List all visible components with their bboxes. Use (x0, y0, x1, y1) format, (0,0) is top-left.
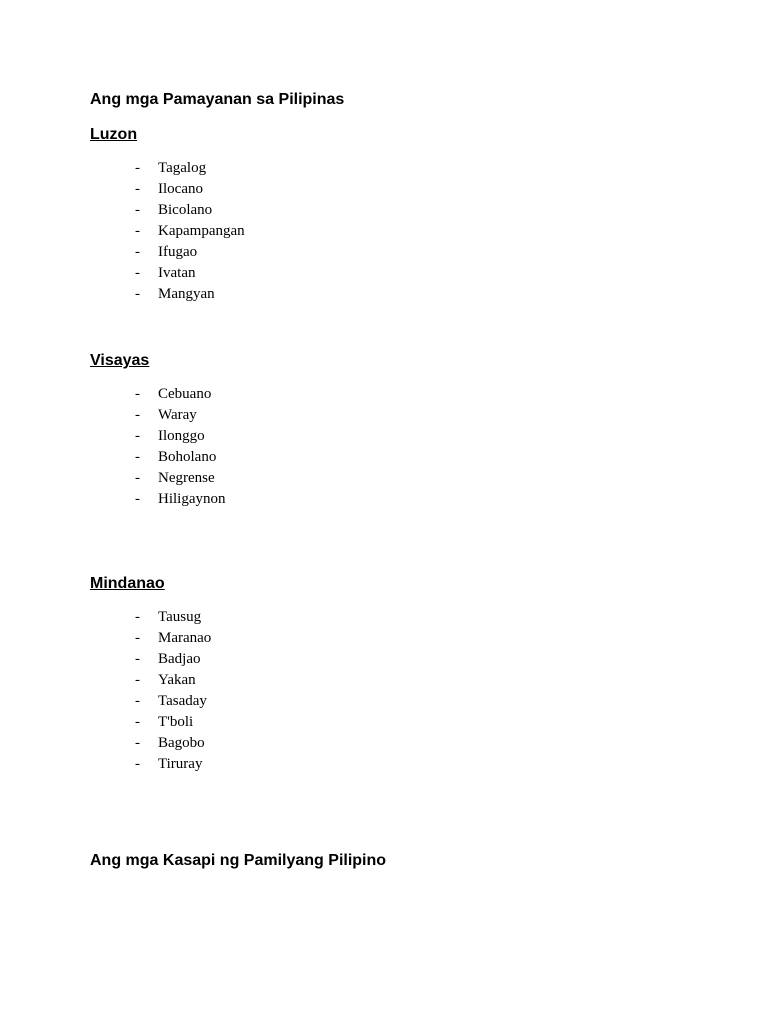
list-item-text: Tasaday (158, 693, 207, 709)
bullet-dash: - (135, 244, 140, 260)
bullet-dash: - (135, 386, 140, 402)
list-item-text: Ilocano (158, 181, 203, 197)
list-item-text: T'boli (158, 714, 194, 730)
document-title: Ang mga Pamayanan sa Pilipinas (90, 91, 345, 108)
list-item-text: Mangyan (158, 286, 215, 302)
list-item-text: Ilonggo (158, 428, 205, 444)
list-item-text: Maranao (158, 630, 212, 646)
list-item-text: Ifugao (158, 244, 198, 260)
list-item-text: Negrense (158, 470, 215, 486)
list-item-text: Kapampangan (158, 223, 245, 239)
list-item-text: Yakan (158, 672, 196, 688)
bullet-dash: - (135, 491, 140, 507)
section-heading-luzon: Luzon (90, 126, 138, 143)
list-item-text: Boholano (158, 449, 217, 465)
bullet-dash: - (135, 651, 140, 667)
list-item-text: Ivatan (158, 265, 196, 281)
bullet-dash: - (135, 449, 140, 465)
list-item-text: Cebuano (158, 386, 212, 402)
bullet-dash: - (135, 672, 140, 688)
list-item-text: Tagalog (158, 160, 207, 176)
bullet-dash: - (135, 714, 140, 730)
list-item-text: Bagobo (158, 735, 205, 751)
bullet-dash: - (135, 735, 140, 751)
bullet-dash: - (135, 756, 140, 772)
list-item-text: Bicolano (158, 202, 213, 218)
bullet-dash: - (135, 223, 140, 239)
list-item-text: Waray (158, 407, 197, 423)
next-section-title: Ang mga Kasapi ng Pamilyang Pilipino (90, 852, 387, 869)
bullet-dash: - (135, 286, 140, 302)
list-item-text: Badjao (158, 651, 201, 667)
list-item-text: Tausug (158, 609, 202, 625)
bullet-dash: - (135, 407, 140, 423)
list-item-text: Hiligaynon (158, 491, 226, 507)
bullet-dash: - (135, 630, 140, 646)
list-item-text: Tiruray (158, 756, 203, 772)
bullet-dash: - (135, 160, 140, 176)
bullet-dash: - (135, 202, 140, 218)
bullet-dash: - (135, 181, 140, 197)
bullet-dash: - (135, 693, 140, 709)
bullet-dash: - (135, 265, 140, 281)
section-heading-visayas: Visayas (90, 352, 150, 369)
bullet-dash: - (135, 428, 140, 444)
bullet-dash: - (135, 609, 140, 625)
section-heading-mindanao: Mindanao (90, 575, 165, 592)
bullet-dash: - (135, 470, 140, 486)
